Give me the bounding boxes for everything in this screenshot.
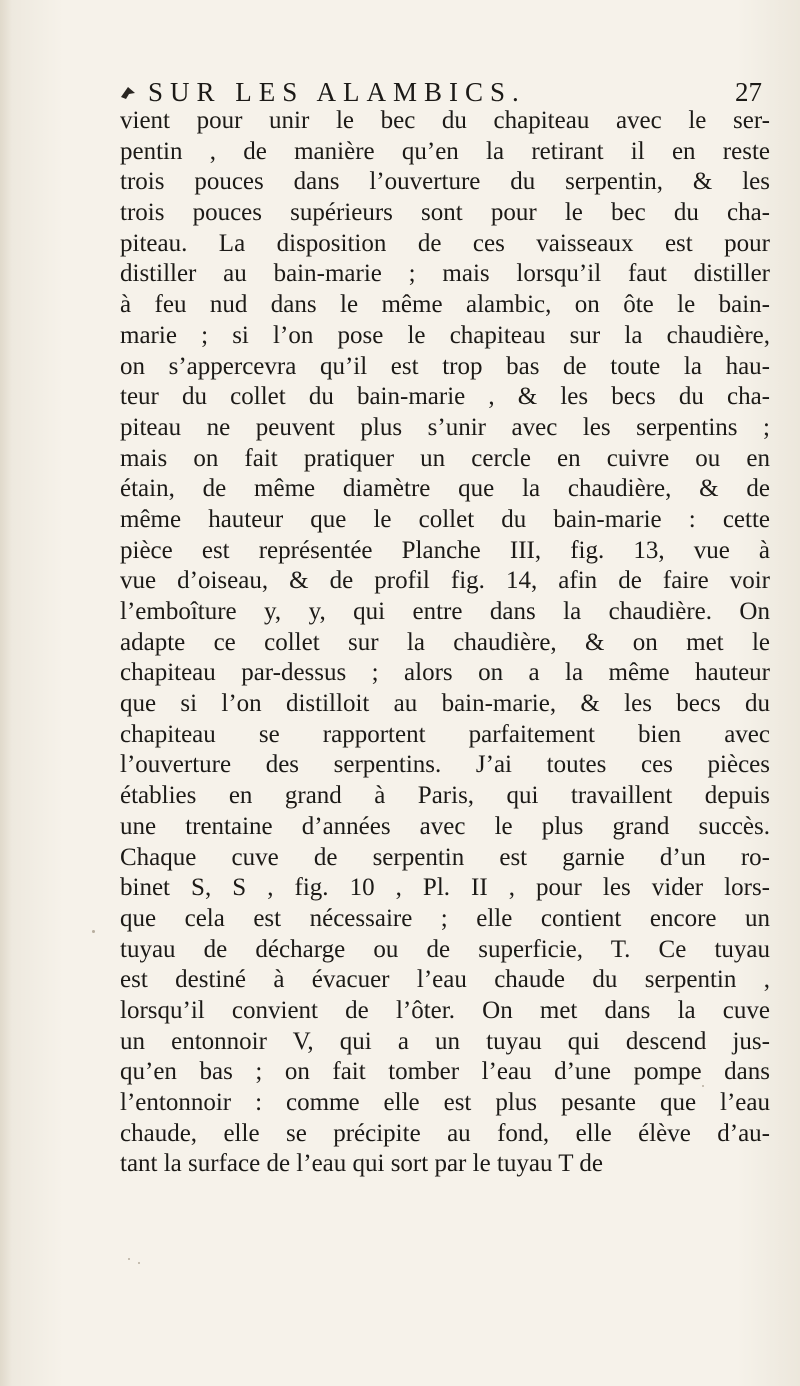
text-line: qu’en bas ; on fait tomber l’eau d’une pompe dans [120, 1058, 770, 1086]
text-line: teur du collet du bain-marie , & les becs du cha- [120, 383, 770, 411]
text-line: chapiteau se rapportent parfaitement bien avec [120, 720, 770, 748]
text-line: piteau ne peuvent plus s’unir avec les serpentins ; [120, 413, 770, 441]
text-line: vient pour unir le bec du chapiteau avec le ser- [120, 107, 770, 134]
text-line: piteau. La disposition de ces vaisseaux est pour [120, 229, 770, 257]
text-line: tant la surface de l’eau qui sort par le tuyau T de [120, 1150, 603, 1178]
text-line: lorsqu’il convient de l’ôter. On met dans la cuve [120, 996, 770, 1024]
text-line: l’ouverture des serpentins. J’ai toutes ces pièces [120, 751, 770, 779]
text-line: que cela est nécessaire ; elle contient encore un [120, 904, 770, 932]
text-line: chapiteau par-dessus ; alors on a la même hauteur [120, 659, 770, 687]
text-line: distiller au bain-marie ; mais lorsqu’il faut distiller [120, 260, 770, 288]
text-line: établies en grand à Paris, qui travaillent depuis [120, 782, 770, 810]
printer-ornament-icon [120, 84, 136, 100]
text-line: un entonnoir V, qui a un tuyau qui descend jus- [120, 1027, 770, 1055]
text-line: on s’appercevra qu’il est trop bas de toute la hau- [120, 352, 770, 380]
running-head: SUR LES ALAMBICS. [148, 77, 526, 107]
paper-speck [138, 1262, 140, 1264]
text-line: que si l’on distilloit au bain-marie, & les becs du [120, 690, 770, 718]
text-line: l’entonnoir : comme elle est plus pesante que l’eau [120, 1089, 770, 1116]
text-line: l’emboîture y, y, qui entre dans la chaudière. On [120, 598, 770, 625]
text-line: pièce est représentée Planche III, fig. 13, vue à [120, 536, 770, 564]
text-line: Chaque cuve de serpentin est garnie d’un ro- [120, 843, 770, 871]
paper-speck [702, 1085, 704, 1087]
text-line: pentin , de manière qu’en la retirant il en reste [120, 137, 770, 165]
text-line: binet S, S , fig. 10 , Pl. II , pour les vider lors- [120, 874, 770, 902]
text-line: trois pouces dans l’ouverture du serpentin, & les [120, 168, 770, 196]
page-gutter-shadow [0, 0, 12, 1386]
text-line: étain, de même diamètre que la chaudière, & de [120, 475, 770, 503]
text-line: à feu nud dans le même alambic, on ôte le bain- [120, 291, 770, 319]
text-line: tuyau de décharge ou de superficie, T. Ce tuyau [120, 935, 770, 963]
text-line: trois pouces supérieurs sont pour le bec du cha- [120, 199, 770, 227]
text-line: une trentaine d’années avec le plus grand succès. [120, 812, 770, 840]
paper-speck [128, 1258, 130, 1260]
text-line: vue d’oiseau, & de profil fig. 14, afin de faire voir [120, 567, 770, 595]
page-number: 27 [735, 77, 762, 107]
text-line: chaude, elle se précipite au fond, elle élève d’au- [120, 1119, 770, 1147]
body-text [120, 106, 770, 1180]
paper-speck [92, 930, 95, 933]
text-line: mais on fait pratiquer un cercle en cuivre ou en [120, 444, 770, 472]
text-line: même hauteur que le collet du bain-marie : cette [120, 505, 770, 533]
text-line: est destiné à évacuer l’eau chaude du serpentin , [120, 966, 770, 994]
text-line: marie ; si l’on pose le chapiteau sur la chaudière, [120, 321, 770, 349]
text-line: adapte ce collet sur la chaudière, & on met le [120, 628, 770, 656]
